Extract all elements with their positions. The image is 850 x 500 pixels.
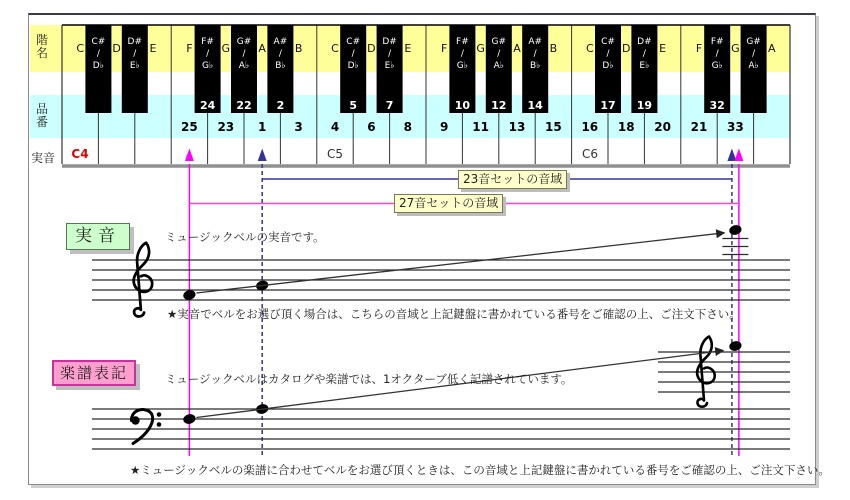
key-pointer-arrow-icon [734,149,743,162]
black-key-name-flat: E♭ [129,61,140,71]
white-key-name: G [476,42,485,55]
black-key-name-flat: D♭ [92,61,104,71]
white-key-name: C [331,42,339,55]
key-pointer-arrow-icon [727,149,736,162]
white-key-product-number: 6 [367,120,376,134]
white-key-name: F [186,42,193,55]
white-key-product-number: 18 [617,120,635,134]
white-key-name: D [621,42,631,55]
black-key-name-sharp: G# [236,37,252,47]
black-key-product-number: 19 [636,99,653,112]
black-key-name-sharp: C# [346,37,361,47]
white-key-product-number: 33 [727,120,744,134]
black-key-name-slash: / [351,49,355,59]
section-title-notation: 楽譜表記 [52,360,136,386]
white-key-name: F [695,42,703,55]
note-g6-actual [728,224,742,236]
black-key-name-flat: E♭ [384,61,395,71]
black-key-name-sharp: C# [91,37,106,47]
range-label-23-set: 23音セットの音域 [458,170,567,189]
black-key-name-slash: / [133,49,137,59]
black-key-name-sharp: G# [491,37,507,47]
black-key-name-flat: A♭ [493,61,505,71]
black-key-product-number: 32 [709,99,725,112]
staves [92,224,790,449]
black-key-name-slash: / [497,49,501,59]
white-key-product-number: 9 [440,120,449,134]
black-key-name-flat: G♭ [201,61,214,71]
black-key-name-sharp: C# [601,37,615,47]
white-key-product-number: 25 [181,120,198,134]
black-key-name-flat: E♭ [639,61,650,71]
black-key-name-sharp: A# [528,37,543,47]
octave-marker-c6: C6 [581,147,598,161]
black-key-name-flat: A♭ [238,61,250,71]
black-key-name-flat: G♭ [711,61,723,71]
white-key-name: C [585,42,594,55]
black-key-name-slash: / [533,49,537,59]
white-key-name: D [367,42,376,55]
keyboard [30,25,790,166]
white-key-product-number: 13 [508,120,526,134]
black-key-name-slash: / [206,49,210,59]
black-key-name-sharp: F# [710,37,724,47]
note-f3-written [182,413,196,425]
black-key-name-flat: B♭ [529,61,541,71]
black-key-product-number: 5 [349,99,358,112]
black-key-product-number: 22 [236,99,252,112]
black-key-product-number: 17 [600,99,616,112]
white-key-name: D [112,42,121,55]
black-key-product-number: 2 [276,99,285,112]
black-key-name-slash: / [606,49,610,59]
white-key-product-number: 11 [472,120,489,134]
black-key-name-flat: D♭ [602,61,614,71]
black-key-product-number: 12 [491,99,507,112]
black-key-name-flat: B♭ [275,61,286,71]
white-key-product-number: 16 [581,120,599,134]
white-key-name: C [76,42,85,55]
white-key-product-number: 1 [258,120,267,134]
black-key-name-flat: A♭ [748,61,759,71]
black-key-product-number: 14 [527,99,543,112]
white-key-product-number: 21 [690,120,708,134]
black-key-product-number: 10 [454,99,471,112]
black-key-name-flat: D♭ [347,61,359,71]
row-header-product-number: 品番 [36,102,49,129]
black-key-name-slash: / [752,49,756,59]
white-key-name: B [294,42,303,55]
note-f4-actual [182,289,196,301]
white-key-name: G [221,42,231,55]
section-title-actual-sound: 実音 [66,223,130,250]
notation-caption: ミュージックベルはカタログや楽譜では、1オクターブ低く記譜されています。 [165,372,573,386]
black-key-name-sharp: D# [637,37,652,47]
white-key-product-number: 8 [403,120,412,134]
black-key-name-flat: G♭ [456,61,469,71]
black-key-name-slash: / [388,49,392,59]
white-key-name: G [731,42,740,55]
white-key-product-number: 20 [654,120,671,134]
black-key-name-sharp: F# [201,37,214,47]
white-key-product-number: 4 [330,120,340,134]
black-key-product-number: 7 [385,99,394,112]
black-key-name-slash: / [242,49,246,59]
black-key-name-slash: / [278,49,282,59]
white-key-name: A [768,42,776,55]
black-key-name-slash: / [642,49,646,59]
black-key-name-slash: / [460,49,464,59]
white-key-name: A [258,42,266,55]
white-key-name: E [149,42,157,55]
actual-sound-footnote: ★実音でベルをお選び頂く場合は、こちらの音域と上記鍵盤に書かれている番号をご確認の上、ご注文下さい。 [167,307,741,321]
key-pointer-arrow-icon [185,149,194,162]
octave-marker-c4: C4 [71,147,89,161]
black-key-name-slash: / [96,49,100,59]
octave-marker-c5: C5 [326,147,343,161]
key-pointer-arrow-icon [258,149,267,162]
white-key-name: E [404,42,412,55]
black-key-name-sharp: G# [746,37,761,47]
black-key-product-number: 24 [199,99,216,112]
note-g5-written [728,340,742,352]
white-key-name: E [659,42,667,55]
row-header-actual-sound: 実音 [31,151,56,165]
row-header-note-names: 階名 [36,33,49,60]
black-key-name-sharp: D# [382,37,397,47]
black-key-name-sharp: F# [456,37,469,47]
white-key-name: B [549,42,558,55]
white-key-product-number: 3 [294,120,303,134]
range-label-27-set: 27音セットの音域 [394,194,503,213]
white-key-name: A [513,42,521,55]
bass-clef-dot-icon [157,422,162,427]
black-key-name-slash: / [715,49,719,59]
actual-sound-caption: ミュージックベルの実音です。 [165,230,325,244]
bass-clef-dot-icon [157,412,162,417]
black-key-name-sharp: D# [127,37,143,47]
white-key-name: F [441,42,448,55]
black-key-name-sharp: A# [273,37,288,47]
notation-footnote: ★ミュージックベルの楽譜に合わせてベルをお選び頂くときは、この音域と上記鍵盤に書かれている番号をご確認の上、ご注文下さい。 [130,463,830,477]
white-key-product-number: 15 [545,120,562,134]
white-key-product-number: 23 [217,120,235,134]
